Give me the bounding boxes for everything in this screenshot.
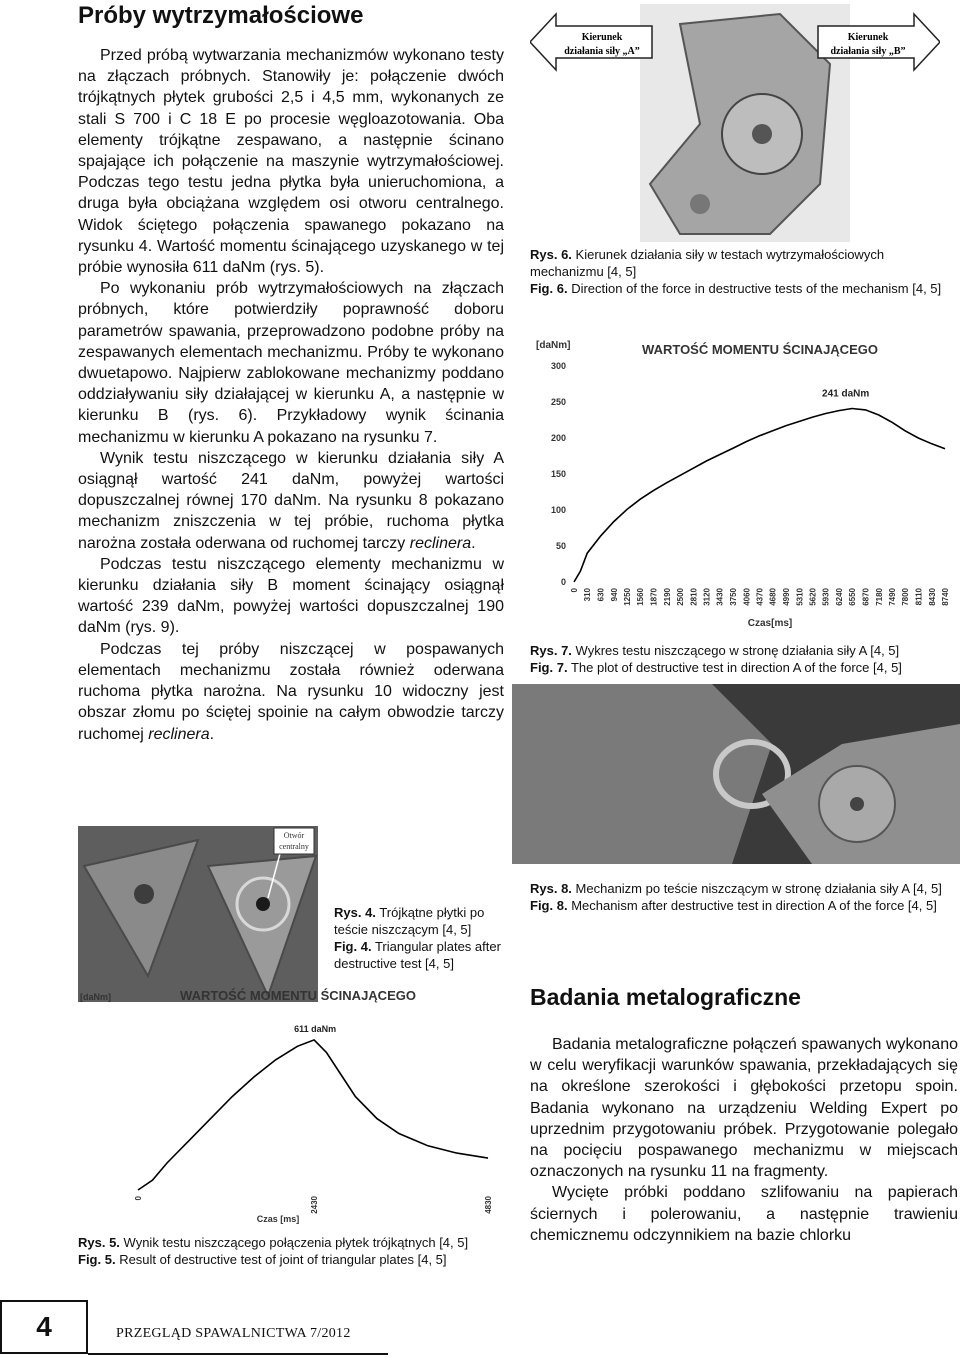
caption-text: Wynik testu niszczącego połączenia płytek trójkątnych [4, 5]: [123, 1235, 469, 1250]
arrow-a-line1: Kierunek: [581, 32, 623, 43]
caption-number: Fig. 6.: [530, 281, 568, 296]
caption-pl: [78, 1234, 508, 1251]
x-tick-label: 5620: [808, 588, 818, 606]
caption-number: Fig. 5.: [78, 1252, 116, 1267]
caption-text: Mechanizm po teście niszczącym w stronę działania siły A [4, 5]: [575, 881, 942, 896]
y-tick-label: 50: [555, 541, 566, 551]
x-tick-label: 2190: [662, 588, 672, 606]
peak-annotation: 241 daNm: [822, 388, 870, 400]
italic-term: reclinera: [409, 534, 472, 552]
x-tick-label: 3750: [729, 588, 739, 606]
caption-text: Result of destructive test of joint of triangular plates [4, 5]: [119, 1252, 447, 1267]
y-tick-label: 300: [550, 361, 566, 371]
fig4-caption: [334, 904, 512, 972]
x-tick-label: 8430: [927, 588, 937, 606]
x-tick-label: 4830: [484, 1196, 493, 1214]
caption-text: The plot of destructive test in direction A of the force [4, 5]: [570, 660, 902, 675]
arrow-b-line2: działania siły „B”: [830, 46, 906, 57]
italic-term: reclinera: [148, 725, 210, 743]
fig5-caption: [78, 1234, 508, 1268]
caption-number: Rys. 8.: [530, 881, 572, 896]
caption-text: Direction of the force in destructive tests of the mechanism [4, 5]: [571, 281, 942, 296]
body-text-left: [78, 45, 504, 745]
y-tick-label: 250: [550, 397, 566, 407]
disc-center-icon: [850, 797, 864, 811]
paragraph: Po wykonaniu prób wytrzymałościowych na złączach próbnych, które potwierdziły poprawność doboru parametrów spawania, przeprowadzono podobne próby na zespawanych elementach mechanizmu. Próby te wykonano dwuetapowo. Najpierw zablokowane mechanizmy poddano oddziaływaniu siły działającej w kierunku A, a następnie w kierunku B (rys. 6). Przykładowy wynik ścinania mechanizmu w kierunku A pokazano na rysunku 7.: [78, 280, 504, 446]
triangular-plates-image: [78, 826, 318, 1002]
broken-mechanism-image: [512, 684, 960, 864]
paragraph: Badania metalograficzne połączeń spawanych wykonano w celu weryfikacji warunków spawania, przekładających się na określone szerokości i głębokości przetopu spoin. Badania wykonano na urządzeniu Welding Expert po uprzednim przygotowaniu próbek. Przygotowanie polegało na pocięciu pospawanego mechanizmu w miejscach oznaczonych na rysunku 11 na fragmenty.: [530, 1036, 958, 1181]
page-footer: [0, 1296, 960, 1360]
fig7-chart: [530, 332, 950, 632]
x-tick-label: 2810: [689, 588, 699, 606]
fig5-chart: [78, 982, 504, 1234]
caption-pl: [530, 642, 958, 659]
caption-text: Triangular plates after destructive test [4, 5]: [334, 939, 501, 971]
chart-title: WARTOŚĆ MOMENTU ŚCINAJĄCEGO: [180, 988, 416, 1003]
page-number-box: [0, 1300, 88, 1354]
x-tick-label: 1560: [636, 588, 646, 606]
paragraph: Przed próbą wytwarzania mechanizmów wykonano testy na złączach próbnych. Stanowiły je: połączenie dwóch trójkątnych płytek grubości 2,5 i 4,5 mm, wykonanych ze stali S 700 i C 18 E po procesie węgloazotowania. Oba elementy trójkątne zespawano, a następnie ścinano spajające ich połączenie na maszynie wytrzymałościowej. Podczas tego testu jedna płytka była unieruchomiona, a druga była obciążana względem osi otworu centralnego. Widok ściętego połączenia spawanego pokazano na rysunku 4. Wartość momentu ścinającego uzyskanego w tej próbie wynosiła 611 daNm (rys. 5).: [78, 47, 504, 277]
y-tick-label: 0: [560, 577, 566, 587]
x-tick-label: 2430: [310, 1196, 320, 1214]
x-tick-label: 6550: [848, 588, 858, 606]
arrow-b-line1: Kierunek: [847, 32, 889, 43]
body-text-right: [530, 1034, 958, 1246]
fig6-caption: [530, 246, 958, 297]
paragraph: [78, 639, 504, 745]
x-tick-label: 5930: [821, 588, 831, 606]
disc-center-icon: [752, 124, 772, 144]
x-tick-label: 7490: [887, 588, 897, 606]
caption-en: [530, 659, 958, 676]
caption-number: Fig. 7.: [530, 660, 568, 675]
right-plate-hole: [256, 897, 270, 911]
callout-line2: centralny: [279, 842, 309, 851]
y-tick-label: 150: [550, 469, 566, 479]
caption-number: Rys. 7.: [530, 643, 572, 658]
section-title: Badania metalograficzne: [530, 984, 801, 1010]
x-tick-label: 1870: [649, 588, 659, 606]
chart-title: WARTOŚĆ MOMENTU ŚCINAJĄCEGO: [642, 342, 878, 357]
caption-text: Mechanism after destructive test in direction A of the force [4, 5]: [571, 898, 937, 913]
data-curve: [574, 409, 945, 583]
footer-rule: [88, 1353, 388, 1355]
callout-line1: Otwór: [283, 831, 305, 840]
data-curve: [138, 1040, 488, 1190]
caption-text: Wykres testu niszczącego w stronę działania siły A [4, 5]: [575, 643, 900, 658]
x-tick-label: 8110: [914, 588, 924, 606]
x-tick-label: 4990: [781, 588, 791, 606]
bolt-icon: [690, 194, 710, 214]
period: .: [209, 725, 215, 743]
caption-pl: [334, 904, 512, 938]
x-tick-label: 0: [134, 1196, 143, 1201]
paragraph-text: Wynik testu niszczącego w kierunku działania siły A osiągnął wartość 241 daNm, powyżej wartości dopuszczalnej równej 170 daNm. Na rysunku 8 pokazano mechanizm zniszczenia w tej próbie, ruchoma płytka narożna została oderwana od ruchomej tarczy: [78, 449, 504, 552]
caption-number: Rys. 5.: [78, 1235, 120, 1250]
x-tick-label: 7800: [901, 588, 911, 606]
caption-number: Fig. 8.: [530, 898, 568, 913]
x-axis-label: Czas[ms]: [747, 618, 793, 629]
x-tick-label: 0: [570, 588, 579, 593]
caption-text: Trójkątne płytki po teście niszczącym [4, 5]: [334, 905, 485, 937]
caption-number: Rys. 6.: [530, 247, 572, 262]
x-tick-label: 3120: [702, 588, 712, 606]
page-number: 4: [36, 1311, 52, 1342]
caption-pl: [530, 246, 958, 280]
fixed-plate: [512, 684, 772, 864]
x-tick-label: 4680: [768, 588, 778, 606]
paragraph-text: Podczas tej próby niszczącej w pospawanych elementach mechanizmu została również oderwana ruchoma płytka narożna. Na rysunku 10 widoczny jest obszar złomu po ściętej spoinie na całym obwodzie tarczy ruchomej: [78, 640, 504, 743]
y-tick-label: 100: [550, 505, 566, 515]
fig7-caption: [530, 642, 958, 676]
x-tick-label: 5310: [795, 588, 805, 606]
paragraph: Podczas testu niszczącego elementy mechanizmu w kierunku działania siły B moment ścinający osiągnął wartość 239 daNm, powyżej wartości dopuszczalnej 190 daNm (rys. 9).: [78, 555, 504, 637]
x-tick-label: 8740: [941, 588, 950, 606]
y-axis-label: [daNm]: [80, 992, 111, 1002]
period: .: [471, 534, 476, 552]
y-axis-label: [daNm]: [536, 340, 571, 351]
x-tick-label: 3430: [715, 588, 725, 606]
mechanism-force-directions: [530, 4, 940, 242]
caption-text: Kierunek działania siły w testach wytrzymałościowych mechanizmu [4, 5]: [530, 247, 885, 279]
caption-number: Fig. 4.: [334, 939, 372, 954]
caption-en: [334, 938, 512, 972]
caption-en: [530, 897, 958, 914]
paragraph: [78, 448, 504, 554]
x-axis-label: Czas [ms]: [256, 1214, 300, 1224]
section-title: Próby wytrzymałościowe: [78, 2, 364, 29]
x-tick-label: 2500: [676, 588, 686, 606]
caption-pl: [530, 880, 958, 897]
x-tick-label: 940: [609, 588, 619, 602]
x-tick-label: 4370: [755, 588, 765, 606]
y-tick-label: 200: [550, 433, 566, 443]
journal-name: PRZEGLĄD SPAWALNICTWA 7/2012: [116, 1326, 351, 1341]
caption-en: [78, 1251, 508, 1268]
x-tick-label: 6240: [834, 588, 844, 606]
peak-annotation: 611 daNm: [294, 1023, 337, 1034]
fig8-photo: [512, 684, 960, 864]
x-tick-label: 7180: [874, 588, 884, 606]
caption-en: [530, 280, 958, 297]
x-tick-label: 630: [596, 588, 606, 602]
x-tick-label: 6870: [861, 588, 871, 606]
fig8-caption: [530, 880, 958, 914]
paragraph: Wycięte próbki poddano szlifowaniu na papierach ściernych i polerowaniu, a następnie trawieniu chemicznemu odczynnikiem na bazie chlorku: [530, 1184, 958, 1244]
x-tick-label: 4060: [742, 588, 752, 606]
fig4-photo: [78, 826, 318, 1002]
x-tick-label: 1250: [623, 588, 633, 606]
left-plate-hole: [134, 884, 154, 904]
caption-number: Rys. 4.: [334, 905, 376, 920]
fig6-image: [530, 4, 940, 242]
arrow-a-line2: działania siły „A”: [564, 46, 640, 57]
x-tick-label: 310: [583, 588, 593, 602]
